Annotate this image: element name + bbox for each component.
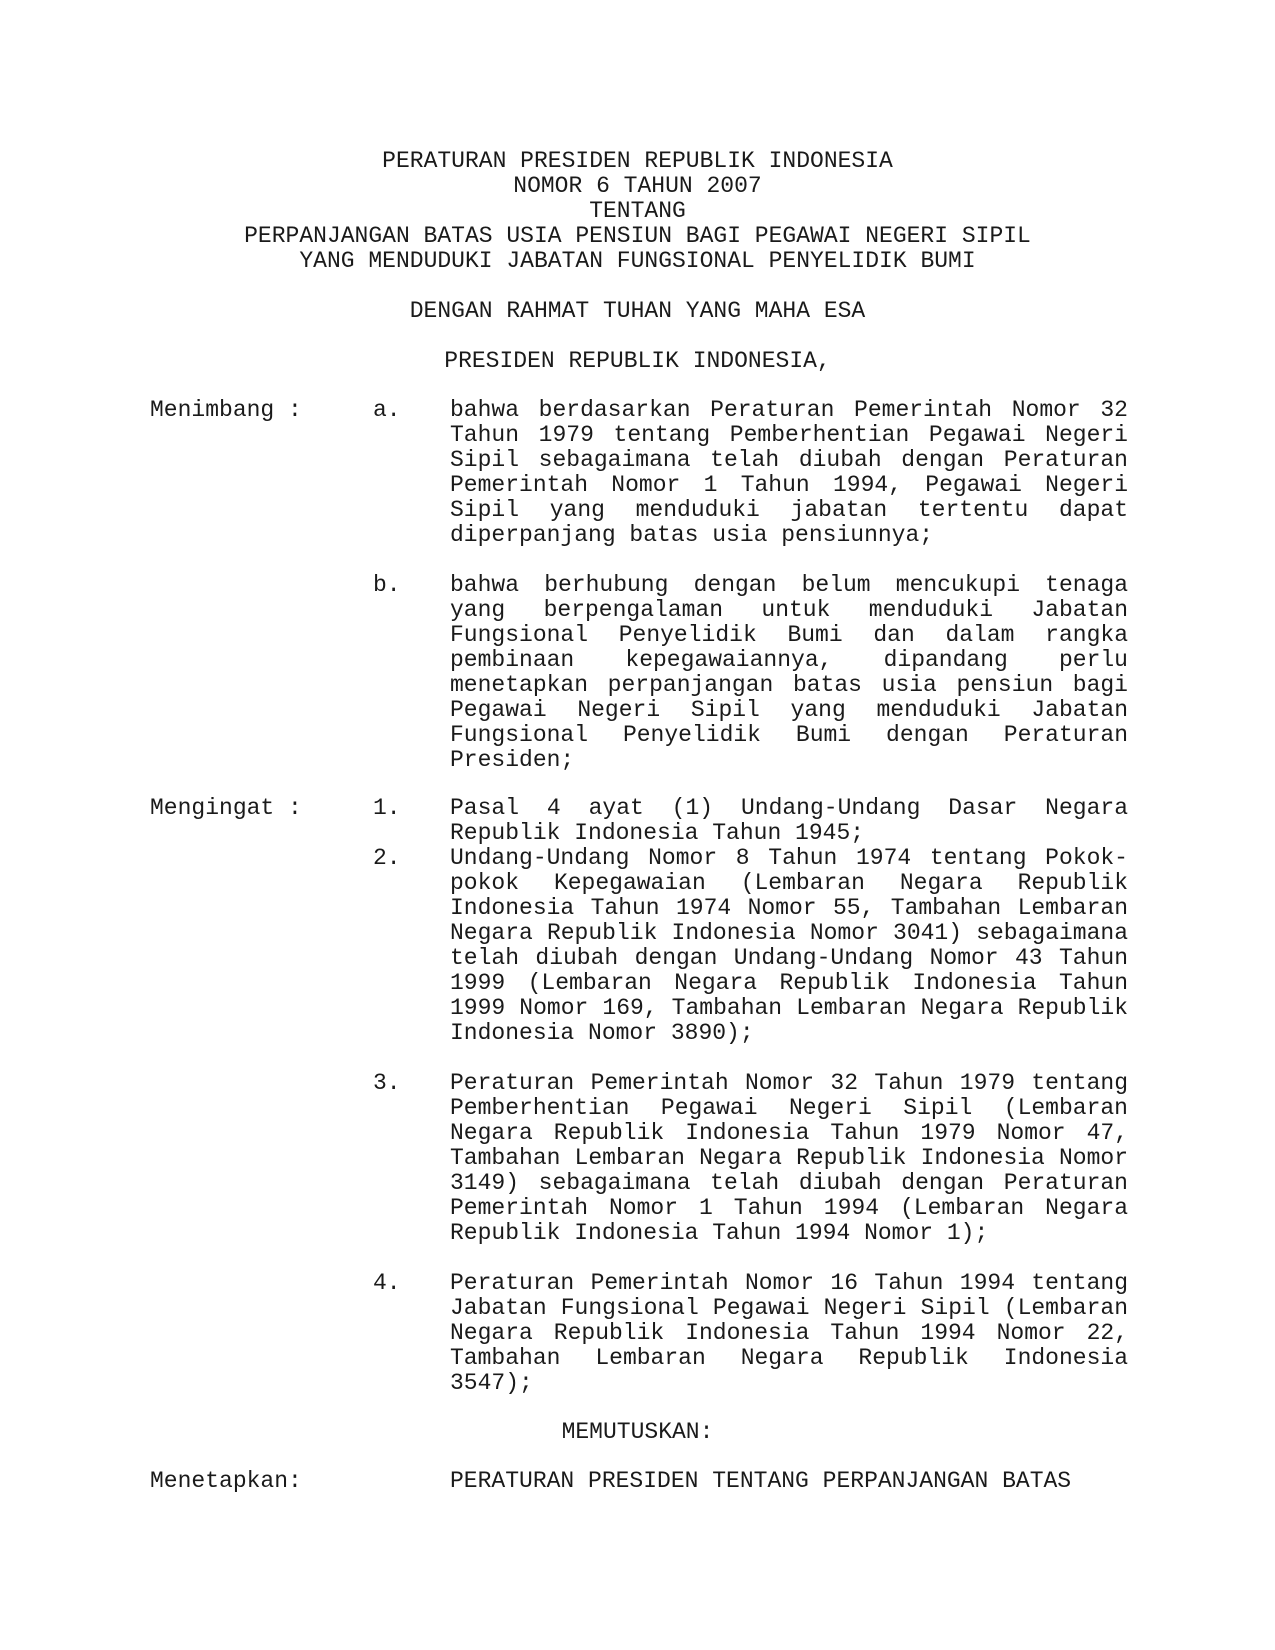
menetapkan-text: PERATURAN PRESIDEN TENTANG PERPANJANGAN BATAS bbox=[450, 1468, 1072, 1494]
menimbang-item-b: bahwa berhubung dengan belum mencukupi tenaga yang berpengalaman untuk menduduki Jabatan Fungsional Penyelidik Bumi dan dalam rangka pembinaan kepegawaiannya, dipandang perlu menetapkan perpanjangan batas usia pensiun bagi Pegawai Negeri Sipil yang menduduki Jabatan Fungsional Penyelidik Bumi dengan Peraturan Presiden; bbox=[450, 572, 1128, 773]
menimbang-label: Menimbang : bbox=[150, 397, 302, 423]
document-header bbox=[0, 149, 1275, 274]
menimbang-item-a: bahwa berdasarkan Peraturan Pemerintah Nomor 32 Tahun 1979 tentang Pemberhentian Pegawai Negeri Sipil sebagaimana telah diubah dengan Peraturan Pemerintah Nomor 1 Tahun 1994, Pegawai Negeri Sipil yang menduduki jabatan tertentu dapat diperpanjang batas usia pensiunnya; bbox=[450, 397, 1128, 548]
mengingat-item-4: Peraturan Pemerintah Nomor 16 Tahun 1994 tentang Jabatan Fungsional Pegawai Negeri Sipil (Lembaran Negara Republik Indonesia Tahun 1994 Nomor 22, Tambahan Lembaran Negara Republik Indonesia 3547); bbox=[450, 1270, 1128, 1396]
header-subject-line-2: YANG MENDUDUKI JABATAN FUNGSIONAL PENYELIDIK BUMI bbox=[299, 248, 976, 274]
mengingat-item-1: Pasal 4 ayat (1) Undang-Undang Dasar Negara Republik Indonesia Tahun 1945; bbox=[450, 795, 1128, 846]
menimbang-marker-b: b. bbox=[373, 572, 401, 598]
mengingat-marker-3: 3. bbox=[373, 1070, 401, 1096]
invocation: DENGAN RAHMAT TUHAN YANG MAHA ESA bbox=[409, 298, 866, 324]
menimbang-marker-a: a. bbox=[373, 397, 401, 423]
header-number: NOMOR 6 TAHUN 2007 bbox=[513, 173, 762, 199]
mengingat-item-2: Undang-Undang Nomor 8 Tahun 1974 tentang Pokok-pokok Kepegawaian (Lembaran Negara Republik Indonesia Tahun 1974 Nomor 55, Tambahan Lembaran Negara Republik Indonesia Nomor 3041) sebagaimana telah diubah dengan Undang-Undang Nomor 43 Tahun 1999 (Lembaran Negara Republik Indonesia Tahun 1999 Nomor 169, Tambahan Lembaran Negara Republik Indonesia Nomor 3890); bbox=[450, 845, 1128, 1046]
president-heading: PRESIDEN REPUBLIK INDONESIA, bbox=[444, 348, 831, 374]
header-subject-line-1: PERPANJANGAN BATAS USIA PENSIUN BAGI PEGAWAI NEGERI SIPIL bbox=[244, 223, 1031, 249]
mengingat-item-3: Peraturan Pemerintah Nomor 32 Tahun 1979 tentang Pemberhentian Pegawai Negeri Sipil (Lembaran Negara Republik Indonesia Tahun 1979 Nomor 47, Tambahan Lembaran Negara Republik Indonesia Nomor 3149) sebagaimana telah diubah dengan Peraturan Pemerintah Nomor 1 Tahun 1994 (Lembaran Negara Republik Indonesia Tahun 1994 Nomor 1); bbox=[450, 1070, 1128, 1246]
memutuskan-heading: MEMUTUSKAN: bbox=[561, 1419, 714, 1445]
header-title: PERATURAN PRESIDEN REPUBLIK INDONESIA bbox=[382, 148, 893, 174]
mengingat-marker-2: 2. bbox=[373, 845, 401, 871]
header-tentang: TENTANG bbox=[589, 198, 686, 224]
mengingat-marker-4: 4. bbox=[373, 1270, 401, 1296]
menetapkan-label: Menetapkan: bbox=[150, 1468, 302, 1494]
mengingat-marker-1: 1. bbox=[373, 795, 401, 821]
mengingat-label: Mengingat : bbox=[150, 795, 302, 821]
